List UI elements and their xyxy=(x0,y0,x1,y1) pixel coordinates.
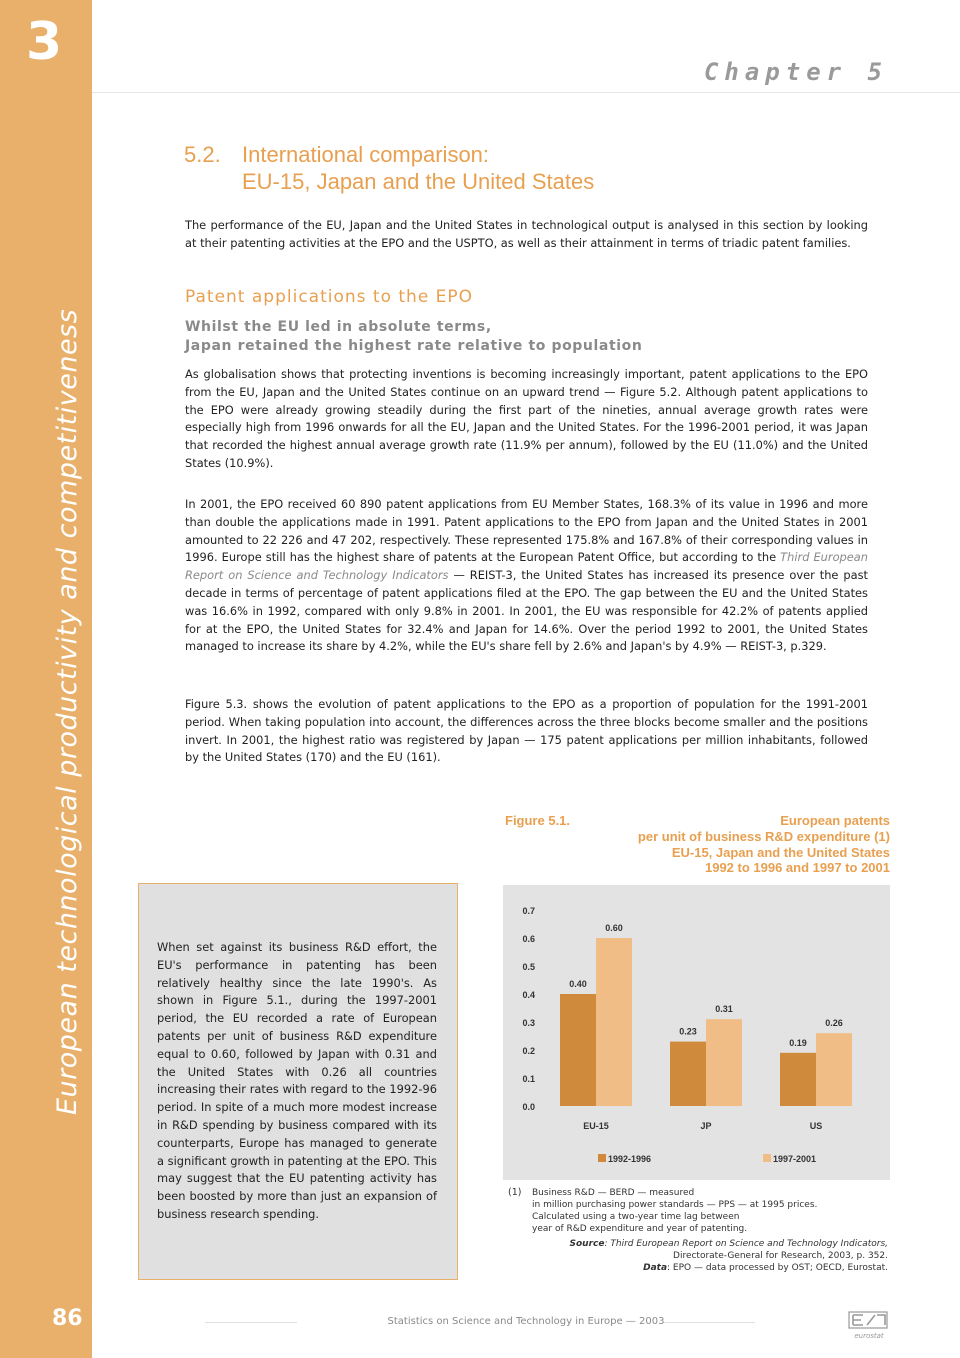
y-tick-label: 0.5 xyxy=(522,962,535,972)
data-line xyxy=(643,1263,888,1273)
paragraph-2-part1: In 2001, the EPO received 60 890 patent applications from EU Member States, 168.3% of its value in 1996 and more than double the applications made in 1991. Patent applications to the EPO from Japan and the United States in 2001 amounted to 22 226 and 47 202, respectively. These represented 175.8% and 167.8% of their corresponding values in 1996. Europe still has the highest share of patents at the European Patent Office, but according to the xyxy=(185,497,868,565)
footnote-line: Calculated using a two-year time lag between xyxy=(532,1212,740,1222)
paragraph-2-part2: — REIST-3, the United States has increased its presence over the past decade in terms of percentage of patent applications filed at the EPO. The gap between the EU and the United States was 16.6% in 1992, compared with only 9.8% in 2001. In 2001, the EU was responsible for 42.2% of patents applied for at the EPO, the United States for 32.4% and Japan for 14.6%. Over the period 1992 to 2001, the United States managed to increase its share by 4.2%, while the EU's share fell by 2.6% and Japan's by 4.9% — REIST-3, p.329. xyxy=(185,568,869,654)
sidebar xyxy=(0,0,92,1358)
side-box-text: When set against its business R&D effort, the EU's performance in patenting has been relatively healthy since the late 1990's. As shown in Figure 5.1., during the 1997-2001 period, the EU recorded a rate of European patents per unit of business R&D expenditure equal to 0.60, followed by Japan with 0.31 and the United States with 0.26 all countries increasing their rates with regard to the 1992-96 period. In spite of a much more modest increase in R&D spending by business compared with its counterparts, Europe has managed to generate a significant growth in patenting at the EPO. This may suggest that the EU patenting activity has been boosted by more than just an expansion of business research spending. xyxy=(157,940,437,1221)
figure-label: Figure 5.1. xyxy=(505,813,571,828)
chart-panel xyxy=(503,885,890,1180)
tagline-line1: Whilst the EU led in absolute terms, xyxy=(185,319,492,335)
eurostat-logo-icon xyxy=(847,1310,891,1340)
bar xyxy=(780,1053,816,1106)
bar-chart xyxy=(503,885,890,1180)
legend-swatch xyxy=(763,1154,771,1162)
footnote-line: Business R&D — BERD — measured xyxy=(532,1188,695,1198)
data-label: 0.40 xyxy=(569,979,587,989)
chapter-label: Chapter 5 xyxy=(703,58,888,86)
chapter-number: 3 xyxy=(26,12,63,72)
intro-paragraph: The performance of the EU, Japan and the United States in technological output is analysed in this section by looking at their patenting activities at the EPO and the USPTO, as well as their attainment in terms of triadic patent families. xyxy=(185,218,868,250)
y-tick-label: 0.6 xyxy=(522,934,535,944)
legend-label: 1992-1996 xyxy=(608,1154,652,1164)
paragraph-3: Figure 5.3. shows the evolution of patent applications to the EPO as a proportion of population for the 1991-2001 period. When taking population into account, the differences across the three blocks become smaller and the positions invert. In 2001, the highest ratio was registered by Japan — 175 patent applications per million inhabitants, followed by the United States (170) and the EU (161). xyxy=(185,697,868,765)
footnote-line: year of R&D expenditure and year of patenting. xyxy=(532,1224,748,1234)
bar xyxy=(596,938,632,1106)
y-tick-label: 0.3 xyxy=(522,1018,535,1028)
figure-title-line1: European patents xyxy=(780,813,890,828)
data-label: 0.19 xyxy=(789,1037,807,1048)
y-tick-label: 0.0 xyxy=(522,1102,535,1112)
tagline-line2: Japan retained the highest rate relative to population xyxy=(185,338,643,354)
page-number: 86 xyxy=(52,1306,83,1331)
data-text: : EPO — data processed by OST; OECD, Eurostat. xyxy=(667,1263,888,1273)
x-tick-label: JP xyxy=(700,1121,712,1131)
y-tick-label: 0.1 xyxy=(522,1074,535,1084)
bar xyxy=(706,1019,742,1106)
y-tick-label: 0.4 xyxy=(522,990,535,1000)
footnote-mark: (1) xyxy=(508,1187,522,1198)
paragraph-1: As globalisation shows that protecting inventions is becoming increasingly important, patent applications to the EPO from the EU, Japan and the United States continue on an upward trend — Figure 5.2. Although patent applications to the EPO were already growing steadily during the first part of the nineties, annual average growth rates were especially high from 1996 onwards for all the EU, Japan and the United States. For the 1996-2001 period, it was Japan that recorded the highest annual average growth rate (11.9% per annum), followed by the EU (11.0%) and the United States (10.9%). xyxy=(185,367,868,470)
legend-label: 1997-2001 xyxy=(773,1154,817,1164)
source-line-2: Directorate-General for Research, 2003, p. 352. xyxy=(673,1251,888,1261)
logo-text: eurostat xyxy=(854,1332,884,1340)
paragraph-2 xyxy=(185,496,868,656)
section-number: 5.2. xyxy=(184,142,221,167)
figure-title-line3: EU-15, Japan and the United States xyxy=(671,845,890,860)
x-tick-label: US xyxy=(809,1121,823,1131)
bar xyxy=(816,1033,852,1106)
header-divider xyxy=(92,92,960,93)
data-label: 0.60 xyxy=(605,923,623,933)
data-label: 0.26 xyxy=(825,1018,843,1029)
source-label: Source xyxy=(569,1239,605,1249)
y-tick-label: 0.2 xyxy=(522,1046,535,1056)
section-title-line1: International comparison: xyxy=(242,142,490,167)
bar xyxy=(670,1042,706,1106)
source-text: : Third European Report on Science and Technology Indicators, xyxy=(604,1239,888,1249)
source-line xyxy=(570,1239,888,1249)
section-title-line2: EU-15, Japan and the United States xyxy=(242,169,595,194)
legend-swatch xyxy=(598,1154,606,1162)
footnote-line: in million purchasing power standards — PPS — at 1995 prices. xyxy=(532,1200,818,1210)
sidebar-title: European technological productivity and competitiveness xyxy=(52,308,83,1115)
y-tick-label: 0.7 xyxy=(522,906,535,916)
report-title-italic: Third European Report on Science and Technology Indicators xyxy=(185,550,868,583)
figure-title-line2: per unit of business R&D expenditure (1) xyxy=(637,829,890,844)
data-label: 0.31 xyxy=(715,1004,733,1015)
bar xyxy=(560,994,596,1106)
figure-title-line4: 1992 to 1996 and 1997 to 2001 xyxy=(704,860,890,875)
x-tick-label: EU-15 xyxy=(583,1121,609,1131)
data-label: Data xyxy=(643,1263,668,1273)
subheading: Patent applications to the EPO xyxy=(185,287,474,307)
data-label: 0.23 xyxy=(679,1026,697,1037)
footer-text: Statistics on Science and Technology in Europe — 2003 xyxy=(387,1316,665,1327)
